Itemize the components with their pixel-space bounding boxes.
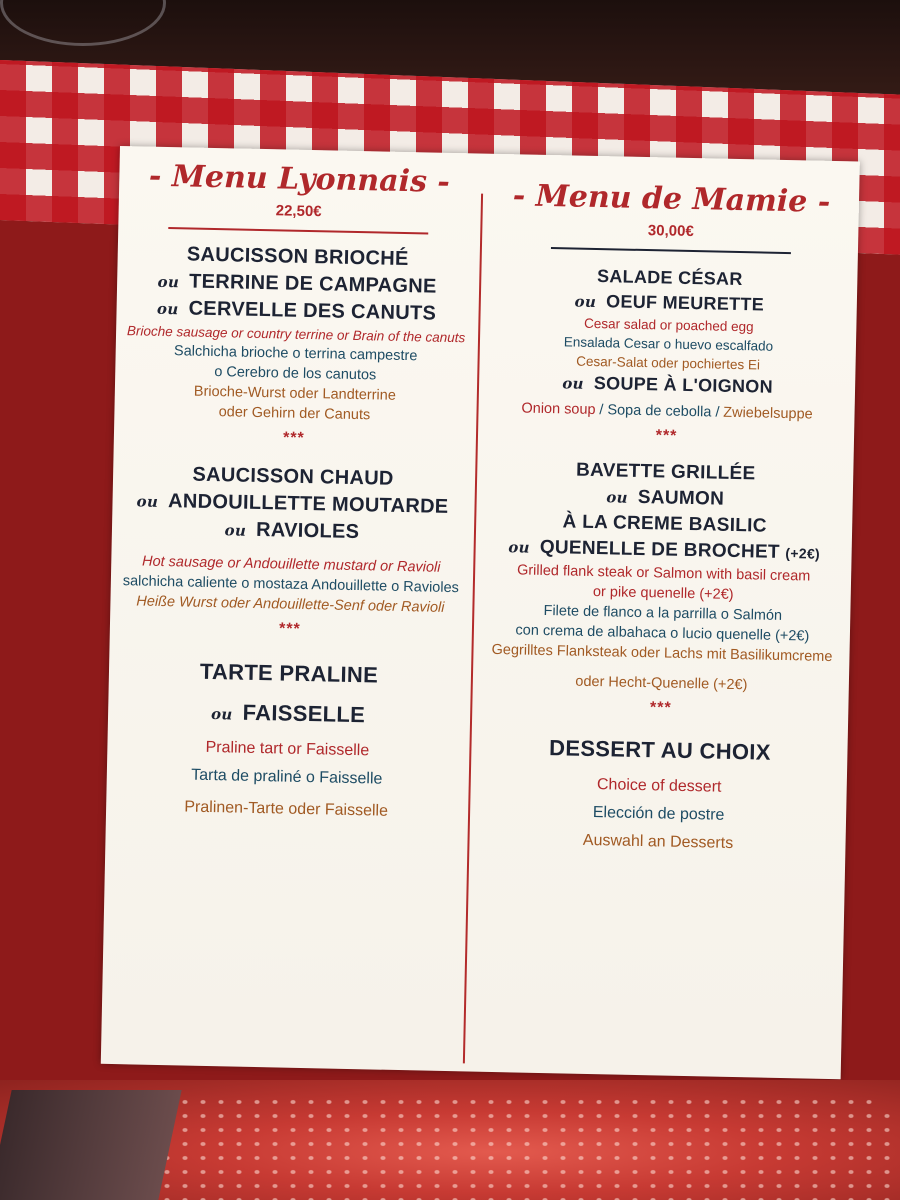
translation-de: oder Hecht-Quenelle (+2€) (575, 673, 748, 694)
wine-glass (0, 0, 166, 46)
translation-en: Onion soup (521, 400, 596, 419)
dish-name: TERRINE DE CAMPAGNE (188, 270, 437, 298)
translation-en: or pike quenelle (+2€) (592, 584, 734, 603)
dish-name: À LA CREME BASILIC (562, 511, 767, 537)
menu-price: 22,50€ (275, 202, 322, 221)
translation-es: Salchicha brioche o terrina campestre (173, 343, 418, 365)
menu-sheet (101, 146, 860, 1079)
photo-shadow (0, 1090, 182, 1200)
or-label: ou (606, 488, 629, 507)
or-label: ou (156, 299, 179, 319)
dish-name: SALADE CÉSAR (596, 266, 743, 290)
translation-de: Zwiebelsuppe (723, 404, 813, 423)
supplement-price: (+2€) (785, 545, 821, 562)
separator: *** (282, 429, 305, 447)
translation-es: Ensalada Cesar o huevo escalfado (563, 334, 774, 354)
translation-es: salchicha caliente o mostaza Andouillette o Ravioles (122, 573, 460, 597)
dish-name: SAUCISSON CHAUD (192, 463, 394, 490)
dish-name: BAVETTE GRILLÉE (575, 459, 756, 485)
translation-en: Hot sausage or Andouillette mustard or Ravioli (141, 553, 441, 576)
dish-option (117, 269, 477, 300)
dish-option (116, 296, 476, 327)
dish-name: TARTE PRALINE (199, 658, 379, 688)
translation-de: Gegrilltes Flanksteak oder Lachs mit Basilikumcreme (491, 641, 833, 666)
separator: *** (278, 620, 301, 638)
translation-de: Brioche-Wurst oder Landterrine (193, 383, 397, 404)
dish-option (112, 516, 472, 547)
translation-en: Cesar salad or poached egg (583, 315, 754, 335)
dish-option (482, 289, 857, 318)
or-label: ou (136, 492, 159, 511)
translation-es: con crema de albahaca o lucio quenelle (+2€) (515, 622, 810, 645)
dish-name: SAUCISSON BRIOCHÉ (186, 243, 409, 271)
dish-name: RAVIOLES (255, 518, 360, 544)
or-label: ou (224, 521, 247, 540)
translation-de: Heiße Wurst oder Andouillette-Senf oder Ravioli (136, 593, 445, 616)
separator: *** (649, 699, 672, 717)
dish-option (108, 697, 468, 731)
dish-name: SAUMON (637, 486, 725, 510)
menu-title: - Menu Lyonnais - (148, 158, 451, 200)
or-label: ou (508, 538, 531, 557)
menu-lyonnais (106, 146, 480, 826)
translation-es: Tarta de praliné o Faisselle (191, 766, 383, 788)
or-label: ou (562, 374, 585, 393)
dish-option (480, 371, 855, 400)
dish-name: CERVELLE DES CANUTS (188, 297, 437, 325)
dish-name: FAISSELLE (242, 699, 366, 728)
dish-option (478, 484, 853, 514)
translation-en: Grilled flank steak or Salmon with basil cream (516, 562, 811, 585)
separator: *** (655, 427, 678, 445)
translation-es: Filete de flanco a la parrilla o Salmón (543, 602, 783, 624)
translation-en: Praline tart or Faisselle (205, 738, 370, 760)
menu-price: 30,00€ (647, 222, 694, 241)
pizza-topping-texture (140, 1095, 900, 1200)
dish-name: QUENELLE DE BROCHET (539, 536, 781, 563)
or-label: ou (210, 705, 233, 724)
dish-option (476, 536, 851, 566)
or-label: ou (574, 292, 597, 312)
menu-de-mamie (470, 154, 860, 860)
translation-es: o Cerebro de los canutos (214, 364, 377, 384)
menu-title: - Menu de Mamie - (512, 178, 831, 220)
or-label: ou (157, 272, 180, 292)
translation-de: Pralinen-Tarte oder Faisselle (184, 798, 389, 820)
dish-name: ANDOUILLETTE MOUTARDE (167, 490, 449, 518)
dish-name: OEUF MEURETTE (605, 291, 765, 315)
translation-es: / Sopa de cebolla / (599, 402, 720, 421)
translation-en: Brioche sausage or country terrine or Brain of the canuts (126, 323, 466, 346)
translation-es: Elección de postre (592, 804, 725, 824)
dish-name: DESSERT AU CHOIX (548, 735, 771, 765)
dish-option (112, 489, 472, 520)
translation-de: Cesar-Salat oder pochiertes Ei (576, 353, 761, 373)
translation-de: Auswahl an Desserts (582, 831, 734, 852)
soup-translations (479, 400, 854, 424)
translation-de: oder Gehirn der Canuts (218, 404, 371, 424)
translation-en: Choice of dessert (596, 776, 722, 796)
dish-name: SOUPE À L'OIGNON (593, 372, 774, 397)
